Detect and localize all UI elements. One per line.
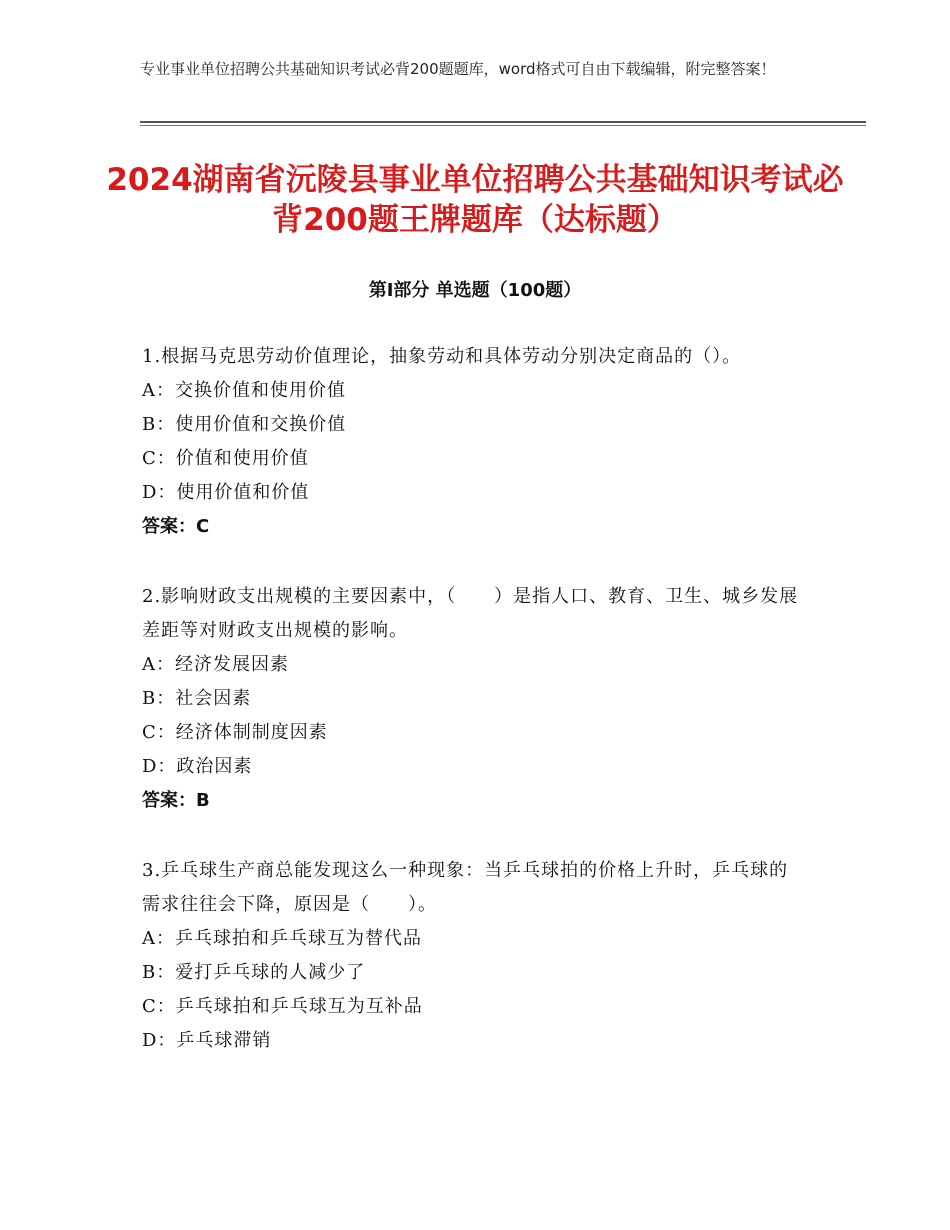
option-b: B：社会因素 <box>142 688 252 709</box>
section-heading: 第Ⅰ部分 单选题（100题） <box>368 280 582 301</box>
option-c: C：乒乓球拍和乒乓球互为互补品 <box>142 996 423 1017</box>
answer: 答案：B <box>142 790 210 811</box>
option-b: B：使用价值和交换价值 <box>142 414 347 435</box>
option-d: D：使用价值和价值 <box>142 482 310 503</box>
option-c: C：经济体制制度因素 <box>142 722 328 743</box>
option-d: D：乒乓球滞销 <box>142 1030 272 1051</box>
answer: 答案：C <box>142 516 210 537</box>
question-stem: 1.根据马克思劳动价值理论，抽象劳动和具体劳动分别决定商品的（）。 <box>142 346 742 367</box>
header-rule-thick <box>140 121 866 123</box>
question-list <box>142 340 802 1094</box>
question-3 <box>142 854 802 1058</box>
header-rule-thin <box>140 125 866 126</box>
document-title: 2024湖南省沅陵县事业单位招聘公共基础知识考试必背200题王牌题库（达标题） <box>106 162 844 238</box>
header-note: 专业事业单位招聘公共基础知识考试必背200题题库，word格式可自由下载编辑，附完整答案！ <box>140 60 776 78</box>
option-a: A：乒乓球拍和乒乓球互为替代品 <box>142 928 422 949</box>
question-2 <box>142 580 802 818</box>
option-b: B：爱打乒乓球的人减少了 <box>142 962 366 983</box>
question-stem: 2.影响财政支出规模的主要因素中，（ ）是指人口、教育、卫生、城乡发展差距等对财政支出规模的影响。 <box>142 586 799 641</box>
question-1 <box>142 340 802 544</box>
option-c: C：价值和使用价值 <box>142 448 309 469</box>
question-stem: 3.乒乓球生产商总能发现这么一种现象：当乒乓球拍的价格上升时，乒乓球的需求往往会下降，原因是（ ）。 <box>142 860 789 915</box>
option-d: D：政治因素 <box>142 756 253 777</box>
option-a: A：交换价值和使用价值 <box>142 380 346 401</box>
option-a: A：经济发展因素 <box>142 654 289 675</box>
